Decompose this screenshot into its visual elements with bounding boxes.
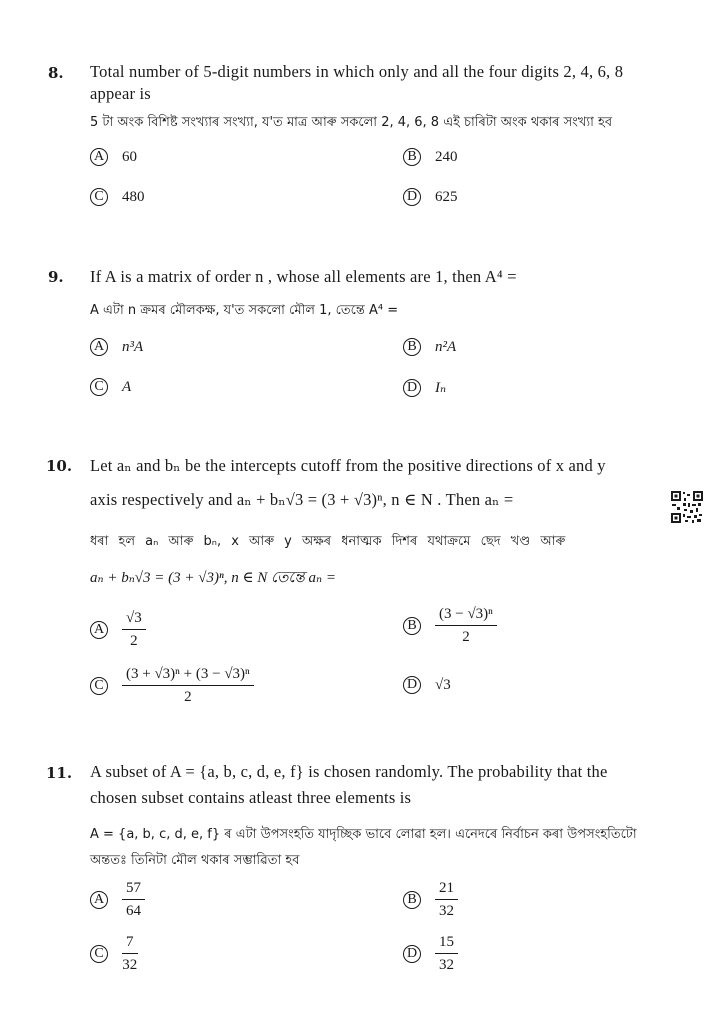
option-b-circle: B (403, 338, 421, 356)
q11-option-c[interactable] (90, 934, 138, 973)
q10-english-line1: Let aₙ and bₙ be the intercepts cutoff from the positive directions of x and y (90, 456, 606, 475)
q10-option-b[interactable] (403, 606, 497, 645)
q9-option-a[interactable] (90, 338, 143, 356)
option-d-circle: D (403, 379, 421, 397)
fraction-denominator: 32 (439, 956, 454, 973)
q11-assamese-line1: A = {a, b, c, d, e, f} ৰ এটা উপসংহতি যাদৃচ্ছিক ভাবে লোৱা হল। এনেদৰে নিৰ্বাচন কৰা উপসংহতিটো (90, 827, 637, 842)
q10-assamese-line1: ধৰা হল aₙ আৰু bₙ, x আৰু y অক্ষৰ ধনাত্মক দিশৰ যথাক্ৰমে ছেদ খণ্ড আৰু (90, 534, 566, 549)
q9-option-b-value: n²A (435, 338, 457, 355)
question-number-8: 8. (48, 64, 64, 82)
fraction-numerator: (3 − √3)ⁿ (435, 606, 497, 626)
q11-option-b-fraction (435, 880, 458, 919)
fraction-denominator: 2 (184, 688, 192, 705)
q10-option-c-fraction (122, 666, 254, 705)
question-number-9: 9. (48, 268, 64, 286)
q8-option-b[interactable] (403, 148, 458, 166)
q11-option-c-fraction (122, 934, 138, 973)
q8-option-a[interactable] (90, 148, 137, 166)
option-a-circle: A (90, 338, 108, 356)
q8-option-c[interactable] (90, 188, 145, 206)
q8-option-d[interactable] (403, 188, 458, 206)
q11-option-a-fraction (122, 880, 145, 919)
fraction-denominator: 2 (130, 632, 138, 649)
option-b-circle: B (403, 148, 421, 166)
option-c-circle: C (90, 945, 108, 963)
fraction-denominator: 2 (462, 628, 470, 645)
q8-option-c-value: 480 (122, 188, 145, 205)
q9-assamese-line: A এটা n ক্ৰমৰ মৌলকক্ষ, য'ত সকলো মৌল 1, তেন্তে A⁴ = (90, 303, 399, 318)
q9-option-b[interactable] (403, 338, 456, 356)
q10-option-a[interactable] (90, 610, 146, 649)
fraction-denominator: 64 (126, 902, 141, 919)
q10-option-d-value: √3 (435, 676, 451, 693)
q8-option-b-value: 240 (435, 148, 458, 165)
option-c-circle: C (90, 188, 108, 206)
q11-option-b[interactable] (403, 880, 458, 919)
q10-assamese-line2: aₙ + bₙ√3 = (3 + √3)ⁿ, n ∈ N তেন্তে aₙ = (90, 570, 336, 586)
q11-option-d[interactable] (403, 934, 458, 973)
option-d-circle: D (403, 945, 421, 963)
option-a-circle: A (90, 891, 108, 909)
fraction-numerator: 7 (122, 934, 138, 954)
q10-option-d[interactable] (403, 676, 451, 694)
option-d-circle: D (403, 676, 421, 694)
fraction-numerator: (3 + √3)ⁿ + (3 − √3)ⁿ (122, 666, 254, 686)
fraction-numerator: √3 (122, 610, 146, 630)
question-number-11: 11. (46, 764, 73, 782)
q10-option-b-fraction (435, 606, 497, 645)
question-number-10: 10. (46, 457, 73, 475)
q11-assamese-line2: অন্ততঃ তিনিটা মৌল থকাৰ সম্ভাৱিতা হব (90, 853, 300, 868)
option-a-circle: A (90, 148, 108, 166)
q9-english-line1: If A is a matrix of order n , whose all elements are 1, then A⁴ = (90, 267, 517, 286)
q8-assamese-line: 5 টা অংক বিশিষ্ট সংখ্যাৰ সংখ্যা, য'ত মাত্ৰ আৰু সকলো 2, 4, 6, 8 এই চাৰিটা অংক থকাৰ সংখ্যা হব (90, 115, 613, 130)
q10-option-c[interactable] (90, 666, 254, 705)
q10-option-a-fraction (122, 610, 146, 649)
q10-english-line2: axis respectively and aₙ + bₙ√3 = (3 + √3)ⁿ, n ∈ N . Then aₙ = (90, 490, 514, 509)
option-b-circle: B (403, 617, 421, 635)
q8-option-d-value: 625 (435, 188, 458, 205)
q8-english-line2: appear is (90, 84, 151, 103)
option-c-circle: C (90, 378, 108, 396)
q11-option-a[interactable] (90, 880, 145, 919)
q8-english-line1: Total number of 5-digit numbers in which only and all the four digits 2, 4, 6, 8 (90, 62, 624, 81)
q11-english-line2: chosen subset contains atleast three elements is (90, 788, 412, 807)
q9-option-d[interactable] (403, 378, 446, 397)
fraction-numerator: 15 (435, 934, 458, 954)
q9-option-c-value: A (122, 378, 132, 395)
option-d-circle: D (403, 188, 421, 206)
qr-code-icon (670, 490, 704, 524)
q9-option-d-value: Iₙ (435, 380, 447, 396)
option-b-circle: B (403, 891, 421, 909)
q11-option-d-fraction (435, 934, 458, 973)
option-a-circle: A (90, 621, 108, 639)
option-c-circle: C (90, 677, 108, 695)
fraction-denominator: 32 (122, 956, 138, 973)
q8-option-a-value: 60 (122, 148, 137, 165)
q9-option-c[interactable] (90, 378, 131, 396)
fraction-denominator: 32 (439, 902, 454, 919)
fraction-numerator: 21 (435, 880, 458, 900)
q9-option-a-value: n³A (122, 338, 144, 355)
q11-english-line1: A subset of A = {a, b, c, d, e, f} is chosen randomly. The probability that the (90, 762, 608, 781)
fraction-numerator: 57 (122, 880, 145, 900)
